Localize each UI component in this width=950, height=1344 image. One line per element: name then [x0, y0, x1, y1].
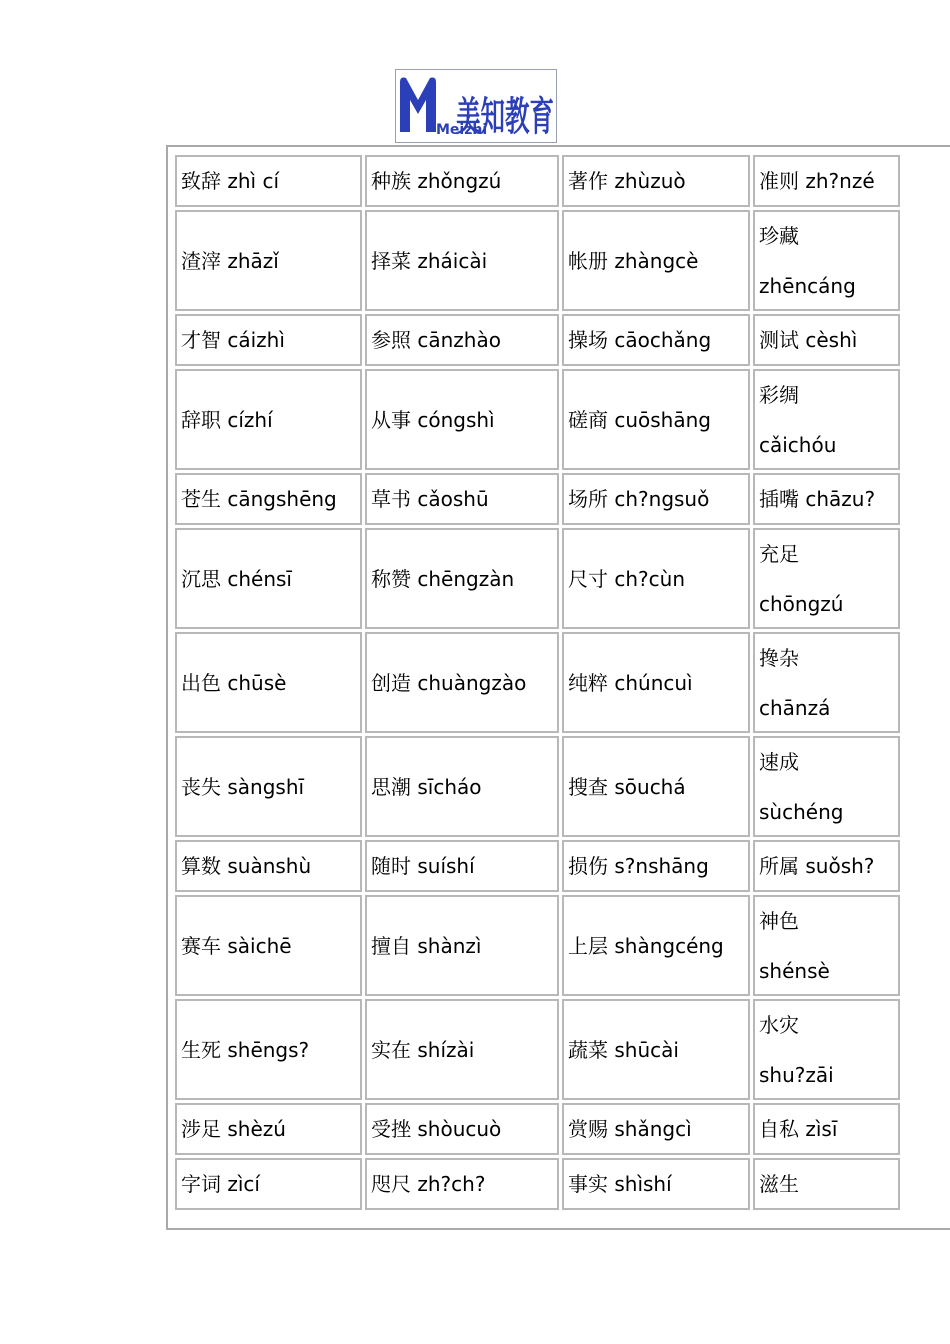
table-cell: 致辞 zhì cí	[175, 155, 362, 207]
table-cell: 准则 zh?nzé	[753, 155, 900, 207]
cell-pinyin: zhēncáng	[759, 273, 856, 298]
cell-pinyin: shu?zāi	[759, 1062, 834, 1087]
table-cell: 字词 zìcí	[175, 1158, 362, 1210]
table-cell: 搜查 sōuchá	[562, 736, 750, 837]
cell-word: 彩绸	[759, 382, 799, 407]
table-cell: 所属 suǒsh?	[753, 840, 900, 892]
table-row	[175, 155, 900, 207]
table-cell: 辞职 cízhí	[175, 369, 362, 470]
table-cell: 丧失 sàngshī	[175, 736, 362, 837]
table-row	[175, 736, 900, 837]
table-cell: 才智 cáizhì	[175, 314, 362, 366]
table-row	[175, 314, 900, 366]
table-cell: 咫尺 zh?ch?	[365, 1158, 559, 1210]
table-cell: 思潮 sīcháo	[365, 736, 559, 837]
table-row	[175, 632, 900, 733]
table-cell: 涉足 shèzú	[175, 1103, 362, 1155]
table-cell: 著作 zhùzuò	[562, 155, 750, 207]
table-cell: 插嘴 chāzu?	[753, 473, 900, 525]
table-cell: 随时 suíshí	[365, 840, 559, 892]
table-cell	[753, 528, 900, 629]
table-row	[175, 369, 900, 470]
table-cell: 赏赐 shǎngcì	[562, 1103, 750, 1155]
table-cell	[753, 632, 900, 733]
table-cell: 沉思 chénsī	[175, 528, 362, 629]
table-cell	[753, 895, 900, 996]
table-cell: 生死 shēngs?	[175, 999, 362, 1100]
table-cell: 实在 shízài	[365, 999, 559, 1100]
cell-pinyin: shénsè	[759, 958, 830, 983]
table-row	[175, 895, 900, 996]
table-row	[175, 1103, 900, 1155]
table-cell: 受挫 shòucuò	[365, 1103, 559, 1155]
logo	[395, 69, 557, 143]
table-cell: 测试 cèshì	[753, 314, 900, 366]
cell-pinyin: cǎichóu	[759, 432, 837, 457]
cell-word: 珍藏	[759, 223, 799, 248]
table-row	[175, 210, 900, 311]
table-cell: 场所 ch?ngsuǒ	[562, 473, 750, 525]
table-cell: 滋生	[753, 1158, 900, 1210]
cell-pinyin: chānzá	[759, 695, 831, 720]
table-cell: 事实 shìshí	[562, 1158, 750, 1210]
table-cell: 算数 suànshù	[175, 840, 362, 892]
logo-m-shape	[400, 78, 436, 133]
table-row	[175, 528, 900, 629]
table-row	[175, 840, 900, 892]
cell-word: 搀杂	[759, 645, 799, 670]
table-cell: 苍生 cāngshēng	[175, 473, 362, 525]
table-cell: 草书 cǎoshū	[365, 473, 559, 525]
table-cell: 上层 shàngcéng	[562, 895, 750, 996]
logo-graphic	[396, 70, 556, 142]
table-cell: 自私 zìsī	[753, 1103, 900, 1155]
logo-text: Meizhi	[436, 122, 488, 138]
table-cell: 创造 chuàngzào	[365, 632, 559, 733]
pinyin-table	[172, 152, 903, 1213]
cell-pinyin: chōngzú	[759, 591, 844, 616]
table-cell: 参照 cānzhào	[365, 314, 559, 366]
table-cell: 操场 cāochǎng	[562, 314, 750, 366]
table-cell: 出色 chūsè	[175, 632, 362, 733]
table-cell	[753, 999, 900, 1100]
table-cell: 赛车 sàichē	[175, 895, 362, 996]
cell-word: 神色	[759, 908, 799, 933]
cell-word: 水灾	[759, 1012, 799, 1037]
table-cell	[753, 369, 900, 470]
table-cell: 擅自 shànzì	[365, 895, 559, 996]
cell-pinyin: sùchéng	[759, 799, 844, 824]
cell-word: 速成	[759, 749, 799, 774]
table-cell: 从事 cóngshì	[365, 369, 559, 470]
logo-title: 美知教育	[456, 94, 554, 140]
table-cell: 择菜 zháicài	[365, 210, 559, 311]
table-row	[175, 999, 900, 1100]
cell-word: 充足	[759, 541, 799, 566]
table-cell: 帐册 zhàngcè	[562, 210, 750, 311]
table-cell: 纯粹 chúncuì	[562, 632, 750, 733]
table-cell: 尺寸 ch?cùn	[562, 528, 750, 629]
table-cell: 蔬菜 shūcài	[562, 999, 750, 1100]
table-cell	[753, 736, 900, 837]
table-row	[175, 1158, 900, 1210]
table-row	[175, 473, 900, 525]
table-cell: 种族 zhǒngzú	[365, 155, 559, 207]
table-cell: 损伤 s?nshāng	[562, 840, 750, 892]
table-cell: 称赞 chēngzàn	[365, 528, 559, 629]
table-cell: 磋商 cuōshāng	[562, 369, 750, 470]
table-cell	[753, 210, 900, 311]
table-cell: 渣滓 zhāzǐ	[175, 210, 362, 311]
